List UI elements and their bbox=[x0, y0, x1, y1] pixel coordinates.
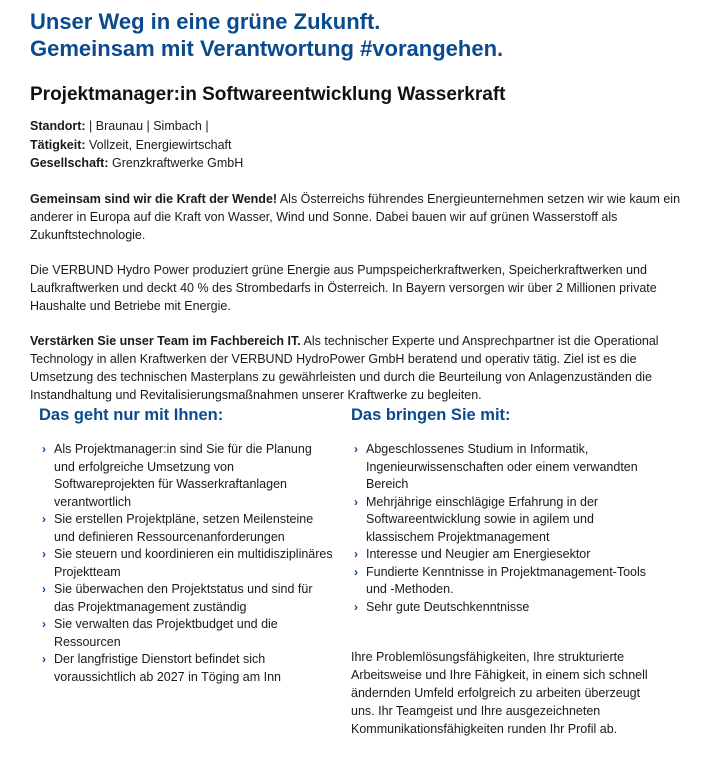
meta-standort bbox=[30, 117, 685, 136]
list-item: › Sie erstellen Projektpläne, setzen Meilensteine und definieren Ressourcenanforderungen bbox=[42, 512, 314, 544]
standort-value: | Braunau | Simbach | bbox=[85, 119, 209, 133]
profile-list bbox=[351, 441, 651, 616]
list-item: › Sie verwalten das Projektbudget und die Ressourcen bbox=[42, 617, 278, 649]
job-posting bbox=[30, 8, 685, 404]
list-item: › Sehr gute Deutschkenntnisse bbox=[351, 599, 651, 617]
chevron-right-icon: › bbox=[42, 617, 46, 631]
standort-label: Standort: bbox=[30, 119, 86, 133]
page-headline bbox=[30, 8, 685, 62]
headline-line-1: Unser Weg in eine grüne Zukunft. bbox=[30, 9, 381, 34]
list-item: › Sie überwachen den Projektstatus und sind für das Projektmanagement zuständig bbox=[42, 582, 313, 614]
intro-p1-bold: Gemeinsam sind wir die Kraft der Wende! bbox=[30, 191, 278, 206]
chevron-right-icon: › bbox=[42, 652, 46, 666]
headline-line-2: Gemeinsam mit Verantwortung #vorangehen. bbox=[30, 36, 504, 61]
taetigkeit-label: Tätigkeit: bbox=[30, 137, 86, 152]
list-item: › Mehrjährige einschlägige Erfahrung in der Softwareentwicklung sowie in agilem und klassischem Projektmanagement bbox=[354, 494, 599, 544]
intro-p1-text: Als Österreichs führendes Energieunternehmen setzen wir wie kaum ein anderer in Europa auf die Kraft von Wasser, Wind und Sonne. Dabei bauen wir auf grünen Wasserstoff als Zukunftstechnologie. bbox=[30, 191, 681, 242]
intro-p2-text: Die VERBUND Hydro Power produziert grüne Energie aus Pumpspeicherkraftwerken, Speicherkraftwerken und Laufkraftwerken und deckt 40 % des Strombedarfs in Österreich. In Bayern versorgen wir über 2 Millionen private Haushalte und Betriebe mit Energie. bbox=[30, 262, 657, 313]
meta-gesellschaft bbox=[30, 154, 685, 173]
chevron-right-icon: › bbox=[42, 442, 46, 456]
chevron-right-icon: › bbox=[354, 564, 358, 579]
meta-taetigkeit bbox=[30, 136, 685, 155]
gesellschaft-value: Grenzkraftwerke GmbH bbox=[108, 156, 244, 170]
chevron-right-icon: › bbox=[354, 494, 358, 509]
taetigkeit-value: Vollzeit, Energiewirtschaft bbox=[85, 137, 232, 152]
chevron-right-icon: › bbox=[42, 512, 46, 526]
list-item: › Sie steuern und koordinieren ein multidisziplinäres Projektteam bbox=[42, 547, 333, 579]
intro-paragraph-3 bbox=[30, 332, 685, 404]
intro-p3-bold: Verstärken Sie unser Team im Fachbereich IT. bbox=[30, 333, 301, 348]
list-item: › Abgeschlossenes Studium in Informatik, Ingenieurwissenschaften oder einem verwandten Bereich bbox=[354, 442, 638, 491]
intro-paragraph-1 bbox=[30, 190, 685, 244]
tasks-list bbox=[39, 441, 334, 686]
list-item: › Fundierte Kenntnisse in Projektmanagement-Tools und -Methoden. bbox=[354, 564, 647, 596]
profile-heading: Das bringen Sie mit: bbox=[351, 406, 511, 424]
intro-p3-text: Als technischer Experte und Ansprechpartner ist die Operational Technology in allen Kraftwerken der VERBUND HydroPower GmbH beratend und operativ tätig. Ziel ist es die Umsetzung des technischen Masterplans zu gewährleisten und durch die Beurteilung von Anlagenzuständen die Instandhaltung und Revitalisierungsmaßnahmen unserer Kraftwerke zu begleiten. bbox=[30, 333, 659, 402]
tasks-column bbox=[39, 406, 334, 686]
chevron-right-icon: › bbox=[354, 547, 358, 561]
chevron-right-icon: › bbox=[354, 599, 358, 614]
list-item: › Als Projektmanager:in sind Sie für die Planung und erfolgreiche Umsetzung von Softwareprojekten für Wasserkraftanlagen verantwortlich bbox=[42, 442, 312, 509]
profile-column bbox=[351, 406, 651, 751]
closing-paragraph: Ihre Problemlösungsfähigkeiten, Ihre strukturierte Arbeitsweise und Ihre Fähigkeit, in einem sich schnell ändernden Umfeld erfolgreich zu arbeiten überzeugt uns. Ihr Teamgeist und Ihre ausgezeichneten Kommunikationsfähigkeiten runden Ihr Profil ab. bbox=[351, 650, 648, 736]
list-item: › Der langfristige Dienstort befindet sich voraussichtlich ab 2027 in Töging am Inn bbox=[42, 652, 281, 684]
gesellschaft-label: Gesellschaft: bbox=[30, 156, 109, 170]
chevron-right-icon: › bbox=[42, 582, 46, 596]
list-item: › Interesse und Neugier am Energiesektor bbox=[351, 546, 651, 564]
chevron-right-icon: › bbox=[42, 547, 46, 561]
intro-paragraph-2 bbox=[30, 261, 685, 315]
job-title: Projektmanager:in Softwareentwicklung Wasserkraft bbox=[30, 84, 506, 105]
chevron-right-icon: › bbox=[354, 442, 358, 456]
tasks-heading: Das geht nur mit Ihnen: bbox=[39, 406, 224, 424]
